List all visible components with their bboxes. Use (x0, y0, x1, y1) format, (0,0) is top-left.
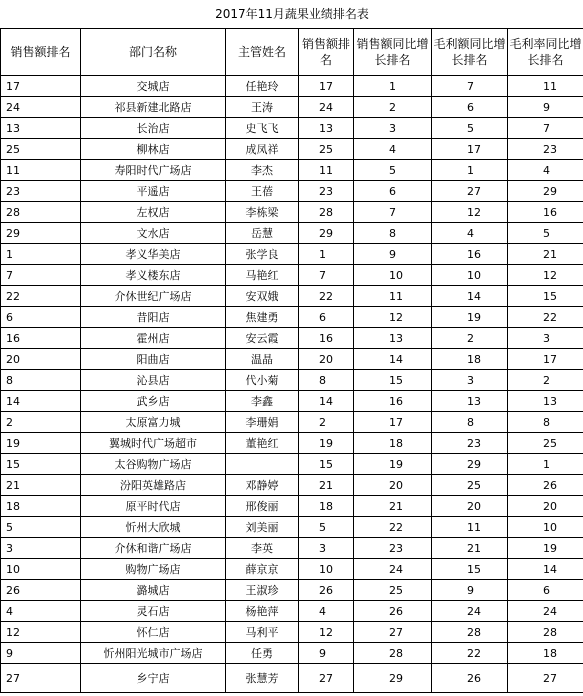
cell-manager: 邢俊丽 (226, 496, 299, 517)
header-sales-rank: 销售额排名 (1, 29, 81, 76)
cell-margin-yoy-rank: 7 (508, 118, 583, 139)
cell-sales-rank: 24 (1, 97, 81, 118)
cell-sales-rank: 4 (1, 601, 81, 622)
cell-sales-rank: 19 (1, 433, 81, 454)
cell-sales-rank: 11 (1, 160, 81, 181)
cell-sales-yoy-rank: 2 (354, 97, 432, 118)
cell-department: 左权店 (81, 202, 226, 223)
cell-sales-rank-2: 8 (299, 370, 354, 391)
cell-profit-yoy-rank: 8 (432, 412, 508, 433)
cell-sales-rank-2: 18 (299, 496, 354, 517)
cell-sales-rank: 10 (1, 559, 81, 580)
cell-profit-yoy-rank: 19 (432, 307, 508, 328)
cell-margin-yoy-rank: 1 (508, 454, 583, 475)
cell-manager: 史飞飞 (226, 118, 299, 139)
cell-sales-rank: 16 (1, 328, 81, 349)
cell-sales-rank: 17 (1, 76, 81, 97)
cell-manager: 张学良 (226, 244, 299, 265)
cell-department: 介休和谐广场店 (81, 538, 226, 559)
cell-profit-yoy-rank: 23 (432, 433, 508, 454)
cell-margin-yoy-rank: 8 (508, 412, 583, 433)
cell-sales-yoy-rank: 15 (354, 370, 432, 391)
cell-department: 潞城店 (81, 580, 226, 601)
cell-sales-yoy-rank: 21 (354, 496, 432, 517)
table-row (1, 475, 583, 496)
cell-manager: 李珊娟 (226, 412, 299, 433)
cell-sales-rank-2: 28 (299, 202, 354, 223)
cell-margin-yoy-rank: 17 (508, 349, 583, 370)
cell-sales-rank: 1 (1, 244, 81, 265)
cell-margin-yoy-rank: 12 (508, 265, 583, 286)
table-row (1, 139, 583, 160)
cell-margin-yoy-rank: 5 (508, 223, 583, 244)
table-row (1, 643, 583, 664)
cell-profit-yoy-rank: 3 (432, 370, 508, 391)
cell-manager: 成凤祥 (226, 139, 299, 160)
cell-margin-yoy-rank: 18 (508, 643, 583, 664)
cell-sales-rank: 2 (1, 412, 81, 433)
cell-profit-yoy-rank: 2 (432, 328, 508, 349)
cell-manager: 安双娥 (226, 286, 299, 307)
cell-profit-yoy-rank: 20 (432, 496, 508, 517)
cell-sales-rank: 22 (1, 286, 81, 307)
cell-profit-yoy-rank: 12 (432, 202, 508, 223)
cell-profit-yoy-rank: 22 (432, 643, 508, 664)
cell-manager: 马艳红 (226, 265, 299, 286)
table-row (1, 349, 583, 370)
cell-manager: 温晶 (226, 349, 299, 370)
cell-margin-yoy-rank: 6 (508, 580, 583, 601)
header-margin-yoy-rank: 毛利率同比增长排名 (508, 29, 583, 76)
table-row (1, 328, 583, 349)
header-sales-yoy-rank: 销售额同比增长排名 (354, 29, 432, 76)
cell-margin-yoy-rank: 19 (508, 538, 583, 559)
cell-manager: 王淑珍 (226, 580, 299, 601)
table-title: 2017年11月蔬果业绩排名表 (1, 0, 583, 29)
cell-sales-yoy-rank: 3 (354, 118, 432, 139)
cell-profit-yoy-rank: 21 (432, 538, 508, 559)
cell-sales-rank-2: 15 (299, 454, 354, 475)
cell-sales-rank: 14 (1, 391, 81, 412)
cell-department: 介休世纪广场店 (81, 286, 226, 307)
cell-sales-rank: 8 (1, 370, 81, 391)
cell-sales-rank: 25 (1, 139, 81, 160)
cell-sales-rank-2: 12 (299, 622, 354, 643)
table-row (1, 412, 583, 433)
cell-department: 孝义华美店 (81, 244, 226, 265)
cell-department: 忻州阳光城市广场店 (81, 643, 226, 664)
cell-sales-yoy-rank: 11 (354, 286, 432, 307)
cell-manager: 刘美丽 (226, 517, 299, 538)
cell-manager: 董艳红 (226, 433, 299, 454)
cell-profit-yoy-rank: 26 (432, 664, 508, 693)
cell-margin-yoy-rank: 9 (508, 97, 583, 118)
cell-sales-rank: 26 (1, 580, 81, 601)
cell-margin-yoy-rank: 14 (508, 559, 583, 580)
table-row (1, 307, 583, 328)
cell-sales-yoy-rank: 10 (354, 265, 432, 286)
cell-profit-yoy-rank: 24 (432, 601, 508, 622)
cell-sales-rank-2: 27 (299, 664, 354, 693)
cell-sales-yoy-rank: 25 (354, 580, 432, 601)
table-row (1, 580, 583, 601)
cell-department: 孝义楼东店 (81, 265, 226, 286)
cell-sales-rank-2: 3 (299, 538, 354, 559)
cell-manager: 李栋梁 (226, 202, 299, 223)
cell-manager: 李鑫 (226, 391, 299, 412)
cell-profit-yoy-rank: 4 (432, 223, 508, 244)
cell-profit-yoy-rank: 25 (432, 475, 508, 496)
cell-margin-yoy-rank: 22 (508, 307, 583, 328)
table-row (1, 244, 583, 265)
cell-department: 霍州店 (81, 328, 226, 349)
cell-department: 长治店 (81, 118, 226, 139)
cell-sales-rank-2: 13 (299, 118, 354, 139)
cell-department: 昔阳店 (81, 307, 226, 328)
cell-margin-yoy-rank: 13 (508, 391, 583, 412)
cell-sales-rank: 27 (1, 664, 81, 693)
cell-sales-yoy-rank: 1 (354, 76, 432, 97)
cell-manager: 王涛 (226, 97, 299, 118)
cell-department: 文水店 (81, 223, 226, 244)
header-profit-yoy-rank: 毛利额同比增长排名 (432, 29, 508, 76)
table-row (1, 622, 583, 643)
cell-sales-rank-2: 6 (299, 307, 354, 328)
cell-department: 寿阳时代广场店 (81, 160, 226, 181)
cell-department: 忻州大欣城 (81, 517, 226, 538)
cell-sales-rank: 9 (1, 643, 81, 664)
cell-profit-yoy-rank: 13 (432, 391, 508, 412)
cell-sales-rank-2: 14 (299, 391, 354, 412)
cell-sales-yoy-rank: 17 (354, 412, 432, 433)
cell-sales-rank: 3 (1, 538, 81, 559)
cell-sales-yoy-rank: 6 (354, 181, 432, 202)
cell-sales-rank-2: 4 (299, 601, 354, 622)
cell-profit-yoy-rank: 5 (432, 118, 508, 139)
cell-manager: 薛京京 (226, 559, 299, 580)
cell-sales-rank-2: 10 (299, 559, 354, 580)
cell-department: 武乡店 (81, 391, 226, 412)
cell-sales-yoy-rank: 4 (354, 139, 432, 160)
cell-sales-rank-2: 9 (299, 643, 354, 664)
cell-sales-yoy-rank: 9 (354, 244, 432, 265)
cell-profit-yoy-rank: 10 (432, 265, 508, 286)
cell-sales-yoy-rank: 23 (354, 538, 432, 559)
cell-margin-yoy-rank: 27 (508, 664, 583, 693)
cell-sales-rank-2: 26 (299, 580, 354, 601)
cell-department: 祁县新建北路店 (81, 97, 226, 118)
cell-profit-yoy-rank: 28 (432, 622, 508, 643)
cell-sales-yoy-rank: 13 (354, 328, 432, 349)
cell-sales-rank: 28 (1, 202, 81, 223)
table-row (1, 118, 583, 139)
cell-sales-yoy-rank: 14 (354, 349, 432, 370)
cell-department: 柳林店 (81, 139, 226, 160)
header-row (1, 29, 583, 76)
cell-department: 灵石店 (81, 601, 226, 622)
cell-margin-yoy-rank: 15 (508, 286, 583, 307)
cell-sales-yoy-rank: 24 (354, 559, 432, 580)
cell-profit-yoy-rank: 27 (432, 181, 508, 202)
cell-manager: 岳慧 (226, 223, 299, 244)
cell-manager: 王蓓 (226, 181, 299, 202)
cell-sales-rank: 13 (1, 118, 81, 139)
cell-sales-rank-2: 1 (299, 244, 354, 265)
cell-sales-rank-2: 20 (299, 349, 354, 370)
table-row (1, 223, 583, 244)
cell-sales-rank-2: 29 (299, 223, 354, 244)
cell-manager: 安云霞 (226, 328, 299, 349)
cell-sales-yoy-rank: 28 (354, 643, 432, 664)
cell-department: 太谷购物广场店 (81, 454, 226, 475)
cell-margin-yoy-rank: 24 (508, 601, 583, 622)
cell-sales-rank-2: 24 (299, 97, 354, 118)
cell-sales-yoy-rank: 16 (354, 391, 432, 412)
cell-sales-rank: 6 (1, 307, 81, 328)
cell-sales-yoy-rank: 20 (354, 475, 432, 496)
cell-sales-yoy-rank: 7 (354, 202, 432, 223)
cell-department: 阳曲店 (81, 349, 226, 370)
cell-sales-rank-2: 5 (299, 517, 354, 538)
cell-sales-rank: 29 (1, 223, 81, 244)
table-row (1, 265, 583, 286)
cell-sales-rank-2: 7 (299, 265, 354, 286)
cell-sales-yoy-rank: 8 (354, 223, 432, 244)
cell-sales-rank-2: 25 (299, 139, 354, 160)
cell-sales-yoy-rank: 26 (354, 601, 432, 622)
cell-manager: 任勇 (226, 643, 299, 664)
table-row (1, 601, 583, 622)
cell-manager: 任艳玲 (226, 76, 299, 97)
cell-profit-yoy-rank: 29 (432, 454, 508, 475)
cell-department: 汾阳英雄路店 (81, 475, 226, 496)
cell-sales-rank-2: 11 (299, 160, 354, 181)
cell-margin-yoy-rank: 25 (508, 433, 583, 454)
cell-sales-yoy-rank: 5 (354, 160, 432, 181)
table-row (1, 517, 583, 538)
cell-profit-yoy-rank: 11 (432, 517, 508, 538)
cell-department: 怀仁店 (81, 622, 226, 643)
cell-department: 沁县店 (81, 370, 226, 391)
cell-sales-rank: 12 (1, 622, 81, 643)
cell-sales-yoy-rank: 27 (354, 622, 432, 643)
cell-manager (226, 454, 299, 475)
table-row (1, 391, 583, 412)
table-row (1, 181, 583, 202)
cell-margin-yoy-rank: 20 (508, 496, 583, 517)
cell-manager: 邓静婷 (226, 475, 299, 496)
cell-manager: 李杰 (226, 160, 299, 181)
cell-manager: 焦建勇 (226, 307, 299, 328)
cell-manager: 李英 (226, 538, 299, 559)
cell-margin-yoy-rank: 2 (508, 370, 583, 391)
cell-profit-yoy-rank: 16 (432, 244, 508, 265)
cell-profit-yoy-rank: 1 (432, 160, 508, 181)
cell-margin-yoy-rank: 26 (508, 475, 583, 496)
cell-sales-rank: 23 (1, 181, 81, 202)
cell-sales-rank: 20 (1, 349, 81, 370)
cell-sales-rank: 18 (1, 496, 81, 517)
cell-sales-rank-2: 16 (299, 328, 354, 349)
cell-department: 平遥店 (81, 181, 226, 202)
table-row (1, 559, 583, 580)
cell-department: 原平时代店 (81, 496, 226, 517)
header-manager: 主管姓名 (226, 29, 299, 76)
cell-profit-yoy-rank: 15 (432, 559, 508, 580)
cell-department: 购物广场店 (81, 559, 226, 580)
cell-profit-yoy-rank: 9 (432, 580, 508, 601)
cell-sales-rank-2: 19 (299, 433, 354, 454)
table-row (1, 286, 583, 307)
cell-manager: 张慧芳 (226, 664, 299, 693)
cell-sales-rank-2: 23 (299, 181, 354, 202)
table-row (1, 433, 583, 454)
cell-margin-yoy-rank: 23 (508, 139, 583, 160)
header-department: 部门名称 (81, 29, 226, 76)
cell-sales-rank-2: 22 (299, 286, 354, 307)
cell-sales-rank: 5 (1, 517, 81, 538)
cell-sales-rank: 21 (1, 475, 81, 496)
table-row (1, 496, 583, 517)
cell-manager: 马利平 (226, 622, 299, 643)
table-row (1, 538, 583, 559)
table-row (1, 202, 583, 223)
cell-margin-yoy-rank: 29 (508, 181, 583, 202)
cell-profit-yoy-rank: 18 (432, 349, 508, 370)
cell-department: 太原富力城 (81, 412, 226, 433)
cell-profit-yoy-rank: 7 (432, 76, 508, 97)
cell-department: 翼城时代广场超市 (81, 433, 226, 454)
cell-margin-yoy-rank: 10 (508, 517, 583, 538)
cell-margin-yoy-rank: 3 (508, 328, 583, 349)
table-row (1, 97, 583, 118)
cell-sales-yoy-rank: 18 (354, 433, 432, 454)
cell-manager: 杨艳萍 (226, 601, 299, 622)
cell-sales-rank-2: 21 (299, 475, 354, 496)
cell-margin-yoy-rank: 4 (508, 160, 583, 181)
header-sales-rank-2: 销售额排名 (299, 29, 354, 76)
cell-sales-yoy-rank: 19 (354, 454, 432, 475)
cell-sales-rank: 15 (1, 454, 81, 475)
cell-department: 乡宁店 (81, 664, 226, 693)
cell-profit-yoy-rank: 17 (432, 139, 508, 160)
cell-sales-rank-2: 17 (299, 76, 354, 97)
table-row (1, 454, 583, 475)
table-row (1, 76, 583, 97)
cell-margin-yoy-rank: 28 (508, 622, 583, 643)
table-row (1, 370, 583, 391)
cell-sales-rank: 7 (1, 265, 81, 286)
cell-profit-yoy-rank: 14 (432, 286, 508, 307)
cell-profit-yoy-rank: 6 (432, 97, 508, 118)
cell-manager: 代小菊 (226, 370, 299, 391)
cell-margin-yoy-rank: 16 (508, 202, 583, 223)
table-row (1, 160, 583, 181)
cell-margin-yoy-rank: 21 (508, 244, 583, 265)
cell-sales-rank-2: 2 (299, 412, 354, 433)
cell-sales-yoy-rank: 29 (354, 664, 432, 693)
table-row (1, 664, 583, 693)
cell-sales-yoy-rank: 12 (354, 307, 432, 328)
cell-department: 交城店 (81, 76, 226, 97)
cell-sales-yoy-rank: 22 (354, 517, 432, 538)
cell-margin-yoy-rank: 11 (508, 76, 583, 97)
